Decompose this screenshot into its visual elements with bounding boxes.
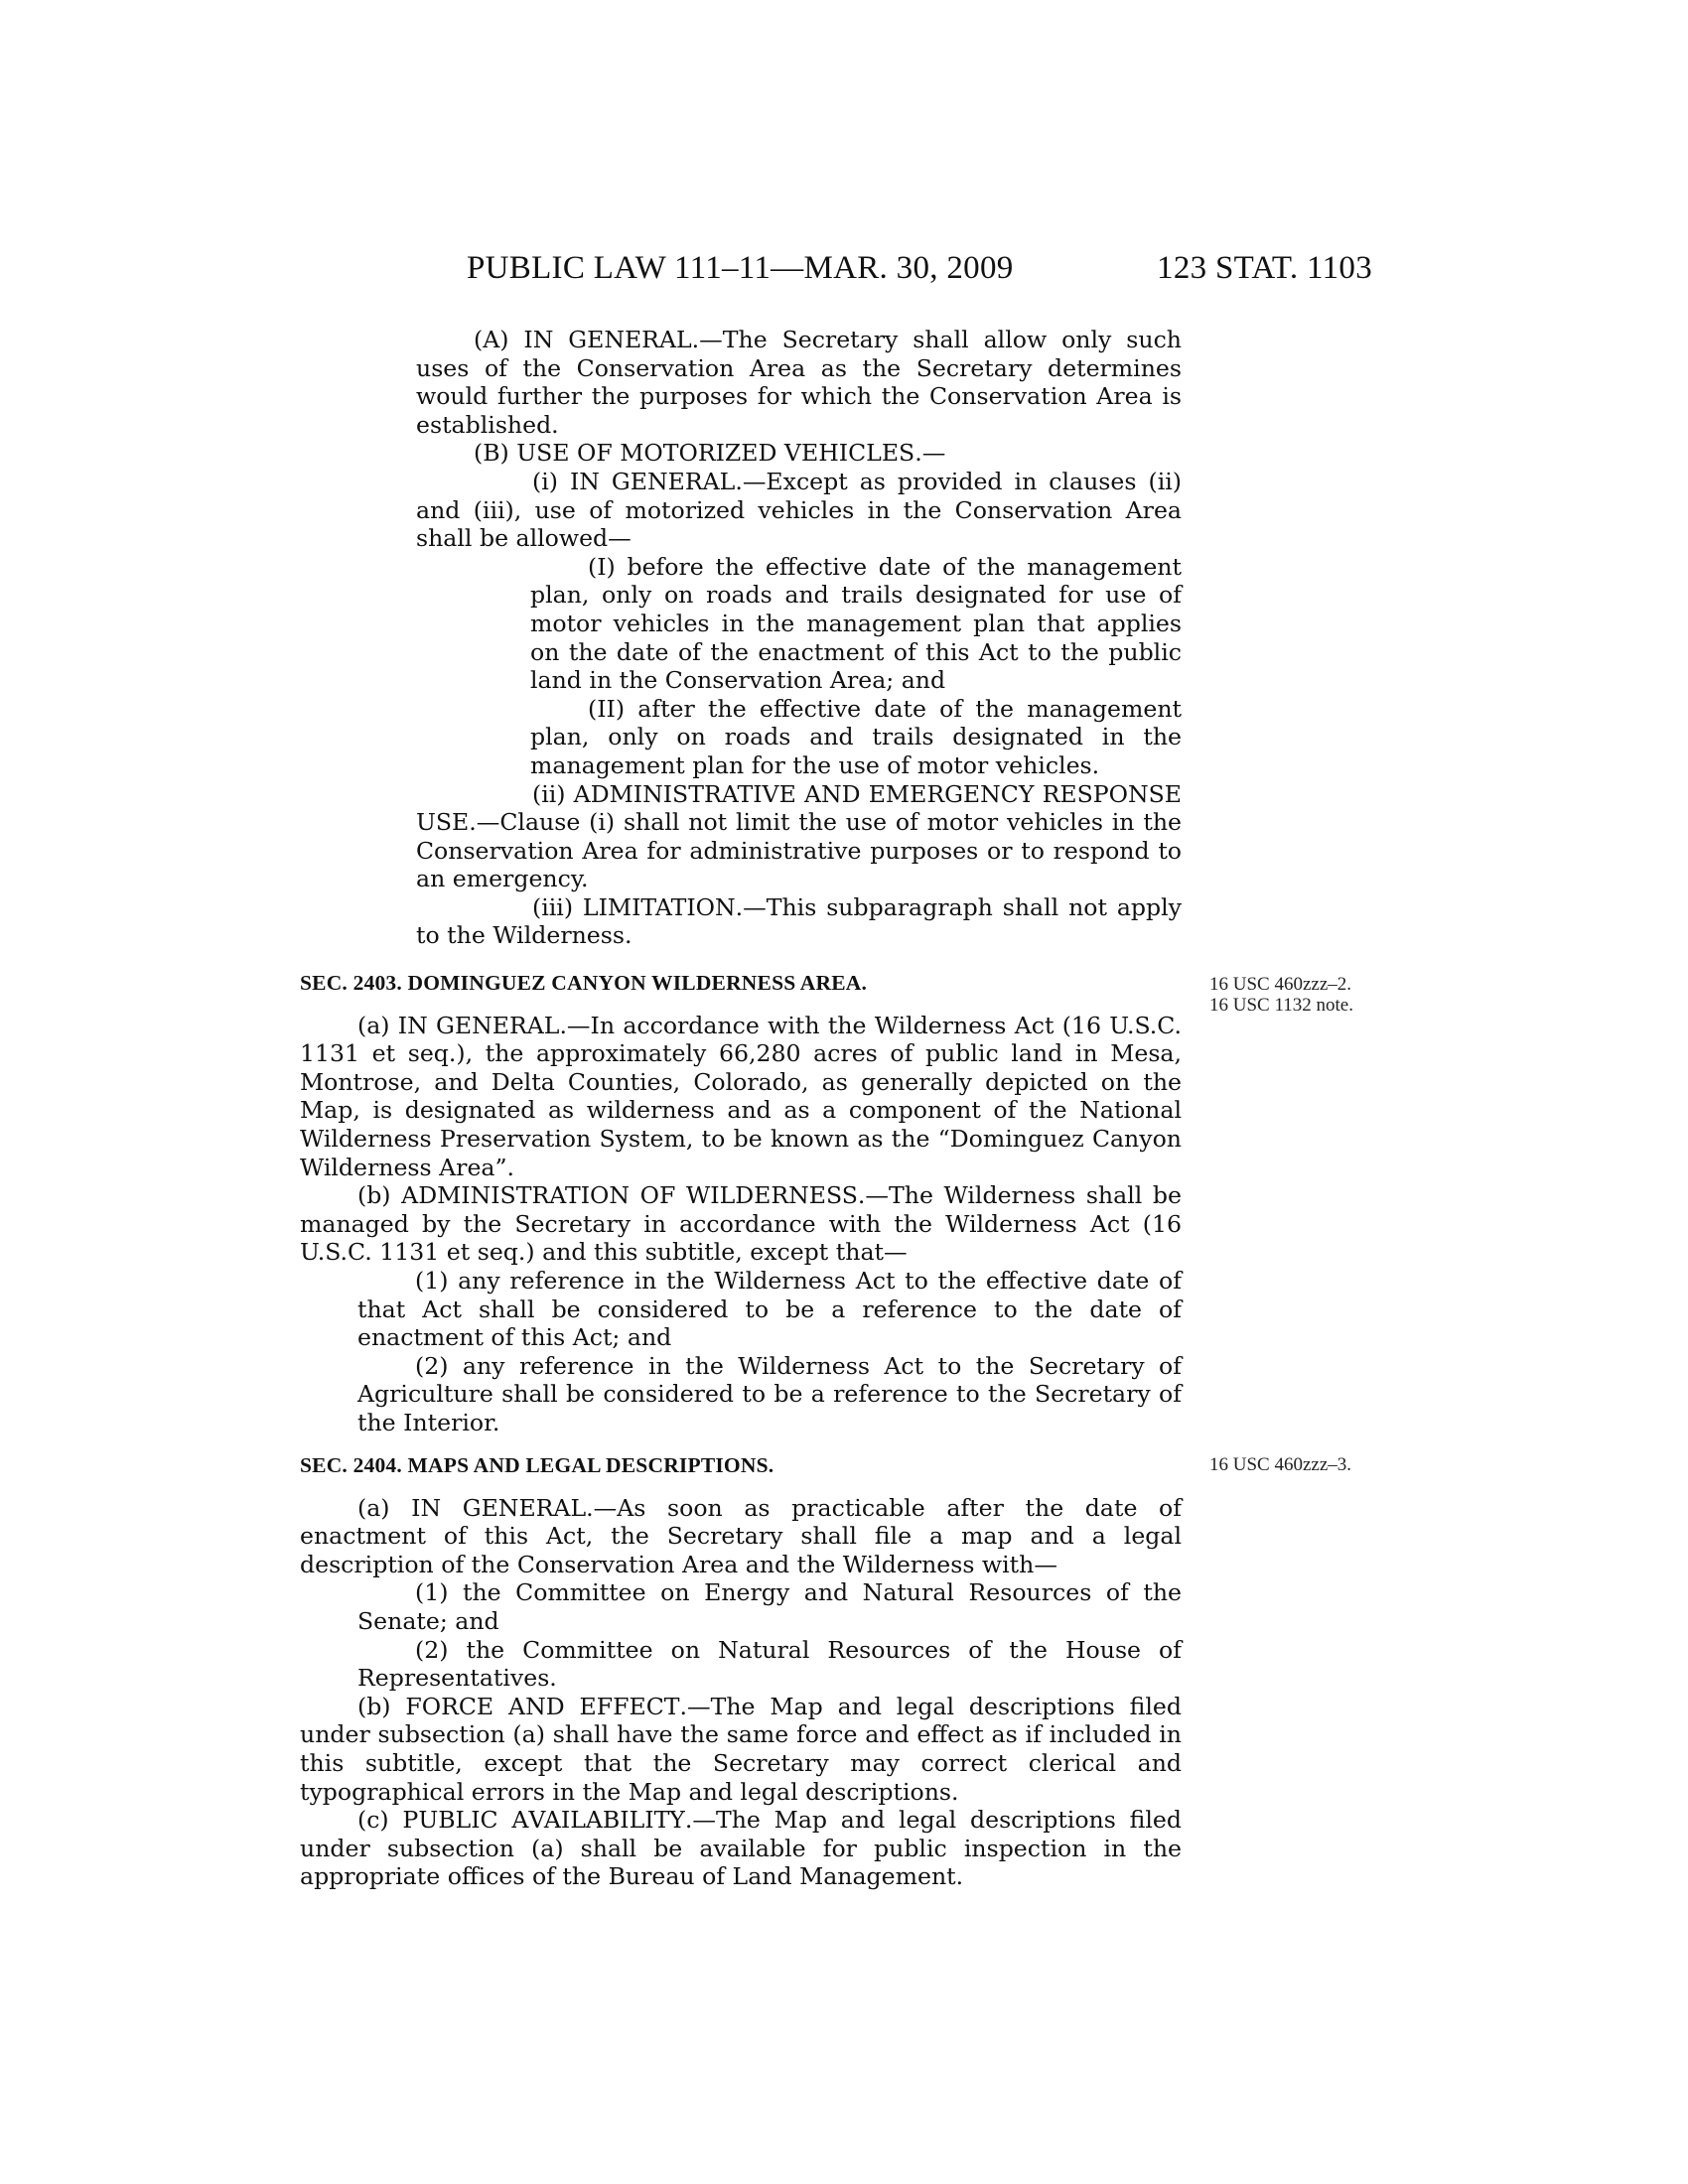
paragraph-1: (1) any reference in the Wilderness Act to the effective date of that Act shall be considered to be a reference to the date of enactment of this Act; and xyxy=(357,1266,1182,1352)
clause-i: (i) IN GENERAL.—Except as provided in clauses (ii) and (iii), use of motorized vehicles in the Conservation Area shall be allowed— xyxy=(416,467,1182,553)
section-2403 xyxy=(300,969,1182,1437)
subsection-a-in-general: (a) IN GENERAL.—As soon as practicable after the date of enactment of this Act, the Secretary shall file a map and a legal description of the Conservation Area and the Wilderness with— xyxy=(300,1493,1182,1578)
subsection-b-administration: (b) ADMINISTRATION OF WILDERNESS.—The Wilderness shall be managed by the Secretary in accordance with the Wilderness Act (16 U.S.C. 1131 et seq.) and this subtitle, except that— xyxy=(300,1181,1182,1267)
statute-page-number: 123 STAT. 1103 xyxy=(1157,250,1372,286)
paragraph-B: (B) USE OF MOTORIZED VEHICLES.— xyxy=(474,439,946,468)
clause-iii: (iii) LIMITATION.—This subparagraph shall not apply to the Wilderness. xyxy=(416,892,1182,950)
running-head xyxy=(0,250,1688,294)
section-2403-heading: SEC. 2403. DOMINGUEZ CANYON WILDERNESS AREA. xyxy=(300,971,868,995)
subsection-c-public-availability: (c) PUBLIC AVAILABILITY.—The Map and legal descriptions filed under subsection (a) shall be available for public inspection in the appropriate offices of the Bureau of Land Management. xyxy=(300,1806,1183,1891)
paragraph-A: (A) IN GENERAL.—The Secretary shall allow only such uses of the Conservation Area as the Secretary determines would further the purposes for which the Conservation Area is established. xyxy=(416,326,1182,439)
paragraph-2: (2) the Committee on Natural Resources of the House of Representatives. xyxy=(357,1635,1182,1693)
usc-note-citation: 16 USC 1132 note. xyxy=(1209,994,1353,1016)
margin-note-2404: 16 USC 460zzz–3. xyxy=(1209,1454,1352,1475)
public-law-citation: PUBLIC LAW 111–11—MAR. 30, 2009 xyxy=(467,250,1014,286)
subclause-II: (II) after the effective date of the management plan, only on roads and trails designated in the management plan for the use of motor vehicles. xyxy=(530,694,1182,779)
paragraph-1: (1) the Committee on Energy and Natural Resources of the Senate; and xyxy=(357,1578,1182,1635)
paragraph-2: (2) any reference in the Wilderness Act to the Secretary of Agriculture shall be considered to be a reference to the Secretary of the Interior. xyxy=(357,1351,1182,1436)
section-2404-heading: SEC. 2404. MAPS AND LEGAL DESCRIPTIONS. xyxy=(300,1453,774,1477)
subsection-a-in-general: (a) IN GENERAL.—In accordance with the Wilderness Act (16 U.S.C. 1131 et seq.), the approximately 66,280 acres of public land in Mesa, Montrose, and Delta Counties, Colorado, as generally depicted on the Map, is designated as wilderness and as a component of the National Wilderness Preservation System, to be known as the “Dominguez Canyon Wilderness Area”. xyxy=(300,1011,1182,1181)
section-2404 xyxy=(300,1451,1182,1891)
subsection-b-force-and-effect: (b) FORCE AND EFFECT.—The Map and legal descriptions filed under subsection (a) shall have the same force and effect as if included in this subtitle, except that the Secretary may correct clerical and typographical errors in the Map and legal descriptions. xyxy=(300,1692,1182,1806)
usc-citation: 16 USC 460zzz–2. xyxy=(1209,974,1352,995)
margin-note-2403 xyxy=(1209,975,1358,1016)
clause-ii: (ii) ADMINISTRATIVE AND EMERGENCY RESPONSE USE.—Clause (i) shall not limit the use of motor vehicles in the Conservation Area for administrative purposes or to respond to an emergency. xyxy=(416,779,1182,893)
continued-subsection-text xyxy=(300,326,1182,950)
subclause-I: (I) before the effective date of the management plan, only on roads and trails designated for use of motor vehicles in the management plan that applies on the date of the enactment of this Act to the public land in the Conservation Area; and xyxy=(530,552,1182,695)
